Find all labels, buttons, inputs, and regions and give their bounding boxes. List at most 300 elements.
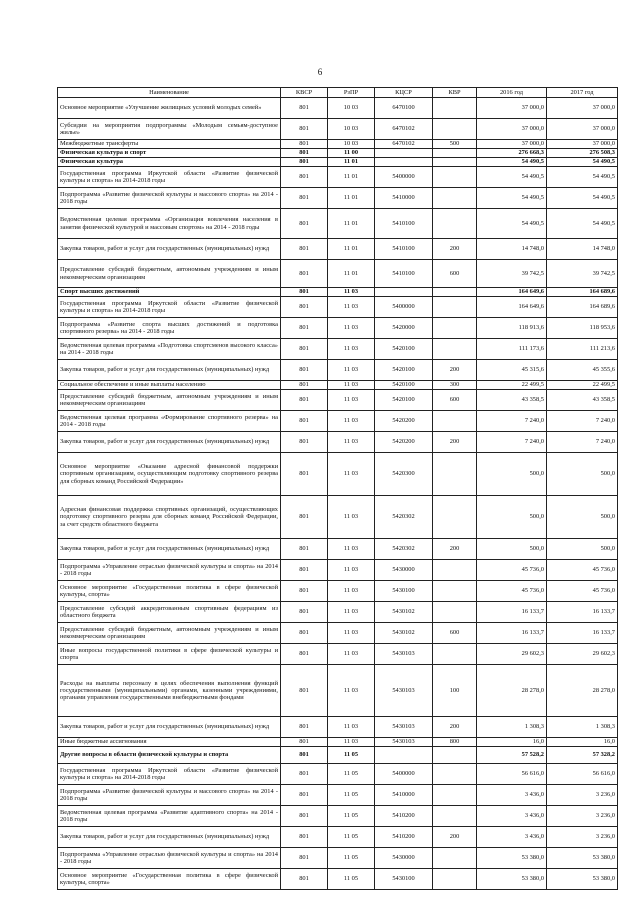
- cell-kvsr: 801: [281, 390, 328, 411]
- cell-rzpr: 11 03: [328, 644, 375, 665]
- cell-rzpr: 11 05: [328, 785, 375, 806]
- cell-2016: 53 380,0: [477, 848, 547, 869]
- table-row: [58, 149, 618, 158]
- cell-kvsr: 801: [281, 644, 328, 665]
- cell-kcsr: 6470100: [375, 98, 433, 119]
- cell-2016: 118 913,6: [477, 318, 547, 339]
- table-row: [58, 747, 618, 764]
- cell-name: Закупка товаров, работ и услуг для государственных (муниципальных) нужд: [58, 717, 281, 738]
- cell-2016: 7 240,0: [477, 411, 547, 432]
- cell-rzpr: 11 03: [328, 432, 375, 453]
- cell-rzpr: 11 03: [328, 581, 375, 602]
- cell-2016: 57 528,2: [477, 747, 547, 764]
- table-row: [58, 785, 618, 806]
- cell-2017: 500,0: [547, 453, 618, 496]
- cell-2017: 28 278,0: [547, 665, 618, 717]
- table-row: [58, 602, 618, 623]
- cell-kvsr: 801: [281, 381, 328, 390]
- cell-name: Основное мероприятие «Улучшение жилищных условий молодых семей»: [58, 98, 281, 119]
- cell-2017: 22 499,5: [547, 381, 618, 390]
- cell-kcsr: 5410100: [375, 239, 433, 260]
- cell-kcsr: [375, 158, 433, 167]
- cell-kvr: [433, 560, 477, 581]
- cell-kvr: [433, 149, 477, 158]
- cell-2016: 164 649,6: [477, 288, 547, 297]
- cell-kvr: [433, 297, 477, 318]
- table-row: [58, 360, 618, 381]
- cell-kcsr: [375, 288, 433, 297]
- cell-rzpr: 11 01: [328, 239, 375, 260]
- cell-kvr: [433, 167, 477, 188]
- cell-name: Физическая культура: [58, 158, 281, 167]
- cell-2016: 1 308,3: [477, 717, 547, 738]
- table-row: [58, 738, 618, 747]
- table-row: [58, 318, 618, 339]
- cell-kvr: 300: [433, 381, 477, 390]
- table-row: [58, 806, 618, 827]
- table-row: [58, 98, 618, 119]
- cell-kcsr: 5430103: [375, 738, 433, 747]
- cell-kcsr: 6470102: [375, 119, 433, 140]
- cell-rzpr: 11 03: [328, 339, 375, 360]
- cell-kvsr: 801: [281, 717, 328, 738]
- cell-rzpr: 11 01: [328, 260, 375, 288]
- cell-2016: 54 490,5: [477, 158, 547, 167]
- cell-kvr: 200: [433, 239, 477, 260]
- cell-kvr: 500: [433, 140, 477, 149]
- cell-2016: 500,0: [477, 539, 547, 560]
- cell-2017: 500,0: [547, 539, 618, 560]
- table-row: [58, 432, 618, 453]
- cell-name: Другие вопросы в области физической культуры и спорта: [58, 747, 281, 764]
- cell-rzpr: 11 03: [328, 623, 375, 644]
- cell-2017: 16 133,7: [547, 623, 618, 644]
- cell-2017: 53 380,0: [547, 869, 618, 890]
- table-row: [58, 339, 618, 360]
- cell-name: Ведомственная целевая программа «Подготовка спортсменов высокого класса» на 2014 - 2018 годы: [58, 339, 281, 360]
- cell-kcsr: 5420000: [375, 318, 433, 339]
- header-rzpr: РзПР: [328, 88, 375, 98]
- cell-2016: 3 436,0: [477, 785, 547, 806]
- cell-kcsr: 5410000: [375, 785, 433, 806]
- cell-2017: 54 490,5: [547, 188, 618, 209]
- cell-kvsr: 801: [281, 318, 328, 339]
- cell-name: Закупка товаров, работ и услуг для государственных (муниципальных) нужд: [58, 239, 281, 260]
- cell-name: Закупка товаров, работ и услуг для государственных (муниципальных) нужд: [58, 360, 281, 381]
- table-row: [58, 560, 618, 581]
- cell-2017: 118 953,6: [547, 318, 618, 339]
- table-row: [58, 581, 618, 602]
- cell-2017: 54 490,5: [547, 209, 618, 239]
- table-row: [58, 288, 618, 297]
- table-body: [58, 98, 618, 890]
- cell-kvr: 800: [433, 738, 477, 747]
- cell-kvsr: 801: [281, 581, 328, 602]
- cell-rzpr: 11 05: [328, 747, 375, 764]
- cell-2016: 39 742,5: [477, 260, 547, 288]
- cell-kcsr: [375, 747, 433, 764]
- cell-kcsr: 5430000: [375, 848, 433, 869]
- cell-2016: 22 499,5: [477, 381, 547, 390]
- cell-rzpr: 11 00: [328, 149, 375, 158]
- cell-kvsr: 801: [281, 360, 328, 381]
- cell-2017: 7 240,0: [547, 411, 618, 432]
- cell-kvsr: 801: [281, 785, 328, 806]
- table-row: [58, 119, 618, 140]
- cell-2017: 16,0: [547, 738, 618, 747]
- cell-2017: 164 689,6: [547, 297, 618, 318]
- cell-kvr: [433, 602, 477, 623]
- cell-2017: 45 736,0: [547, 581, 618, 602]
- cell-kvsr: 801: [281, 806, 328, 827]
- cell-rzpr: 11 03: [328, 288, 375, 297]
- table-row: [58, 827, 618, 848]
- cell-2016: 53 380,0: [477, 869, 547, 890]
- cell-2016: 45 315,6: [477, 360, 547, 381]
- cell-name: Государственная программа Иркутской области «Развитие физической культуры и спорта» на 2014-2018 годы: [58, 167, 281, 188]
- cell-rzpr: 11 01: [328, 167, 375, 188]
- cell-2017: 57 328,2: [547, 747, 618, 764]
- cell-kvsr: 801: [281, 764, 328, 785]
- cell-rzpr: 11 01: [328, 158, 375, 167]
- table-row: [58, 260, 618, 288]
- cell-kvr: [433, 764, 477, 785]
- cell-kcsr: 5420200: [375, 411, 433, 432]
- cell-name: Подпрограмма «Развитие физической культуры и массового спорта» на 2014 - 2018 годы: [58, 785, 281, 806]
- cell-kvr: [433, 644, 477, 665]
- page-number: 6: [317, 67, 323, 77]
- cell-kvsr: 801: [281, 602, 328, 623]
- cell-name: Субсидии на мероприятия подпрограммы «Молодым семьям-доступное жилье»: [58, 119, 281, 140]
- cell-kvsr: 801: [281, 158, 328, 167]
- cell-name: Расходы на выплаты персоналу в целях обеспечения выполнения функций государственными (муниципальными) органами, казенными учреждениями, органами управления государственными внебюджетными фондами: [58, 665, 281, 717]
- table-row: [58, 848, 618, 869]
- cell-rzpr: 11 03: [328, 717, 375, 738]
- cell-kvsr: 801: [281, 339, 328, 360]
- cell-2017: 45 355,6: [547, 360, 618, 381]
- cell-2016: 37 000,0: [477, 119, 547, 140]
- cell-2016: 43 358,5: [477, 390, 547, 411]
- cell-name: Закупка товаров, работ и услуг для государственных (муниципальных) нужд: [58, 432, 281, 453]
- cell-2017: 54 490,5: [547, 158, 618, 167]
- table-row: [58, 623, 618, 644]
- cell-kvr: 200: [433, 539, 477, 560]
- cell-kcsr: 5400000: [375, 764, 433, 785]
- header-kvr: КВР: [433, 88, 477, 98]
- cell-rzpr: 11 03: [328, 602, 375, 623]
- cell-name: Ведомственная целевая программа «Развитие адаптивного спорта» на 2014 - 2018 годы: [58, 806, 281, 827]
- cell-kvsr: 801: [281, 149, 328, 158]
- table-row: [58, 539, 618, 560]
- cell-name: Основное мероприятие «Государственная политика в сфере физической культуры, спорта»: [58, 869, 281, 890]
- cell-kvsr: 801: [281, 411, 328, 432]
- cell-kvsr: 801: [281, 869, 328, 890]
- cell-name: Ведомственная целевая программа «Организация вовлечения населения в занятия физической культурой и массовым спортом» на 2014 - 2018 годы: [58, 209, 281, 239]
- cell-2016: 164 649,6: [477, 297, 547, 318]
- cell-2016: 111 173,6: [477, 339, 547, 360]
- cell-kvr: [433, 747, 477, 764]
- cell-kvsr: 801: [281, 496, 328, 539]
- cell-2017: 3 236,0: [547, 827, 618, 848]
- cell-2016: 14 748,0: [477, 239, 547, 260]
- cell-kvr: [433, 453, 477, 496]
- cell-kvsr: 801: [281, 738, 328, 747]
- table-row: [58, 665, 618, 717]
- cell-kcsr: 5420300: [375, 453, 433, 496]
- cell-rzpr: 10 03: [328, 140, 375, 149]
- cell-rzpr: 11 03: [328, 738, 375, 747]
- header-2016: 2016 год: [477, 88, 547, 98]
- table-row: [58, 411, 618, 432]
- cell-kcsr: 5430103: [375, 717, 433, 738]
- cell-kvr: 200: [433, 717, 477, 738]
- cell-name: Государственная программа Иркутской области «Развитие физической культуры и спорта» на 2014-2018 годы: [58, 297, 281, 318]
- cell-rzpr: 10 03: [328, 119, 375, 140]
- cell-name: Адресная финансовая поддержка спортивных организаций, осуществляющих подготовку спортивного резерва для сборных команд Российской Федерации, за счет средств областного бюджета: [58, 496, 281, 539]
- cell-2016: 45 736,0: [477, 560, 547, 581]
- table-row: [58, 869, 618, 890]
- cell-2016: 45 736,0: [477, 581, 547, 602]
- table-row: [58, 209, 618, 239]
- cell-name: Государственная программа Иркутской области «Развитие физической культуры и спорта» на 2014-2018 годы: [58, 764, 281, 785]
- cell-name: Иные бюджетные ассигнования: [58, 738, 281, 747]
- cell-kvr: 200: [433, 827, 477, 848]
- cell-kvr: 100: [433, 665, 477, 717]
- cell-kvsr: 801: [281, 453, 328, 496]
- cell-kcsr: 5400000: [375, 167, 433, 188]
- cell-name: Предоставление субсидий бюджетным, автономным учреждениям и иным некоммерческим организациям: [58, 260, 281, 288]
- header-2017: 2017 год: [547, 88, 618, 98]
- cell-rzpr: 11 03: [328, 665, 375, 717]
- cell-2016: 276 668,3: [477, 149, 547, 158]
- table-row: [58, 390, 618, 411]
- cell-2017: 56 616,0: [547, 764, 618, 785]
- cell-2016: 500,0: [477, 453, 547, 496]
- cell-kcsr: 5430103: [375, 644, 433, 665]
- cell-kvr: [433, 119, 477, 140]
- cell-kvsr: 801: [281, 239, 328, 260]
- cell-2017: 3 236,0: [547, 806, 618, 827]
- cell-2017: 43 358,5: [547, 390, 618, 411]
- cell-kvr: 600: [433, 390, 477, 411]
- cell-2016: 16 133,7: [477, 602, 547, 623]
- cell-rzpr: 10 03: [328, 98, 375, 119]
- cell-kcsr: 5430000: [375, 560, 433, 581]
- cell-2017: 500,0: [547, 496, 618, 539]
- cell-kvr: [433, 411, 477, 432]
- cell-name: Межбюджетные трансферты: [58, 140, 281, 149]
- table-header-row: [58, 88, 618, 98]
- cell-kvr: [433, 188, 477, 209]
- table-row: [58, 140, 618, 149]
- cell-kcsr: 5430103: [375, 665, 433, 717]
- cell-name: Физическая культура и спорт: [58, 149, 281, 158]
- cell-kvr: 600: [433, 623, 477, 644]
- cell-2016: 28 278,0: [477, 665, 547, 717]
- cell-2017: 37 000,0: [547, 140, 618, 149]
- table-row: [58, 496, 618, 539]
- cell-name: Закупка товаров, работ и услуг для государственных (муниципальных) нужд: [58, 539, 281, 560]
- cell-name: Спорт высших достижений: [58, 288, 281, 297]
- cell-rzpr: 11 03: [328, 539, 375, 560]
- cell-kvr: [433, 209, 477, 239]
- cell-2016: 37 000,0: [477, 98, 547, 119]
- cell-kvsr: 801: [281, 209, 328, 239]
- cell-rzpr: 11 01: [328, 188, 375, 209]
- budget-table: [57, 87, 618, 890]
- cell-2016: 16,0: [477, 738, 547, 747]
- header-kvsr: КВСР: [281, 88, 328, 98]
- cell-2017: 14 748,0: [547, 239, 618, 260]
- cell-kcsr: 5420200: [375, 432, 433, 453]
- cell-kvr: [433, 581, 477, 602]
- cell-rzpr: 11 03: [328, 411, 375, 432]
- cell-2017: 53 380,0: [547, 848, 618, 869]
- cell-name: Предоставление субсидий бюджетным, автономным учреждениям и иным некоммерческим организациям: [58, 390, 281, 411]
- cell-rzpr: 11 03: [328, 297, 375, 318]
- cell-kcsr: 5410100: [375, 260, 433, 288]
- cell-2017: 45 736,0: [547, 560, 618, 581]
- table-row: [58, 717, 618, 738]
- cell-2017: 37 000,0: [547, 98, 618, 119]
- cell-2017: 7 240,0: [547, 432, 618, 453]
- table-row: [58, 764, 618, 785]
- cell-kvr: [433, 318, 477, 339]
- cell-kvr: [433, 158, 477, 167]
- cell-rzpr: 11 03: [328, 381, 375, 390]
- cell-kvsr: 801: [281, 848, 328, 869]
- table-row: [58, 297, 618, 318]
- cell-kvsr: 801: [281, 140, 328, 149]
- cell-name: Основное мероприятие «Оказание адресной финансовой поддержки спортивным организациям, осуществляющим подготовку спортивного резерва для сборных команд Российской Федерации»: [58, 453, 281, 496]
- cell-kcsr: 5410200: [375, 806, 433, 827]
- cell-name: Иные вопросы государственной политики в сфере физической культуры и спорта: [58, 644, 281, 665]
- cell-kcsr: 5420100: [375, 390, 433, 411]
- cell-name: Подпрограмма «Управление отраслью физической культуры и спорта» на 2014 - 2018 годы: [58, 848, 281, 869]
- cell-kvsr: 801: [281, 665, 328, 717]
- cell-name: Ведомственная целевая программа «Формирование спортивного резерва» на 2014 - 2018 годы: [58, 411, 281, 432]
- table-row: [58, 453, 618, 496]
- cell-rzpr: 11 01: [328, 209, 375, 239]
- cell-kvr: [433, 785, 477, 806]
- table-row: [58, 381, 618, 390]
- cell-2016: 56 616,0: [477, 764, 547, 785]
- cell-kcsr: 5420302: [375, 496, 433, 539]
- cell-2017: 111 213,6: [547, 339, 618, 360]
- cell-kcsr: 5420100: [375, 381, 433, 390]
- cell-2016: 37 000,0: [477, 140, 547, 149]
- cell-rzpr: 11 03: [328, 318, 375, 339]
- cell-kvr: [433, 288, 477, 297]
- cell-2017: 1 308,3: [547, 717, 618, 738]
- header-kcsr: КЦСР: [375, 88, 433, 98]
- cell-kcsr: 5410200: [375, 827, 433, 848]
- cell-2017: 16 133,7: [547, 602, 618, 623]
- cell-rzpr: 11 03: [328, 390, 375, 411]
- cell-kvsr: 801: [281, 288, 328, 297]
- cell-name: Подпрограмма «Развитие физической культуры и массового спорта» на 2014 - 2018 годы: [58, 188, 281, 209]
- cell-rzpr: 11 05: [328, 764, 375, 785]
- cell-rzpr: 11 03: [328, 560, 375, 581]
- cell-kcsr: 5410100: [375, 209, 433, 239]
- cell-kvr: 600: [433, 260, 477, 288]
- cell-kvr: [433, 806, 477, 827]
- cell-2017: 29 602,3: [547, 644, 618, 665]
- cell-kvr: 200: [433, 360, 477, 381]
- cell-kvsr: 801: [281, 260, 328, 288]
- cell-rzpr: 11 03: [328, 453, 375, 496]
- cell-kcsr: 5400000: [375, 297, 433, 318]
- cell-rzpr: 11 05: [328, 869, 375, 890]
- cell-kcsr: 5430102: [375, 602, 433, 623]
- cell-kvsr: 801: [281, 188, 328, 209]
- cell-kvsr: 801: [281, 560, 328, 581]
- cell-2017: 164 689,6: [547, 288, 618, 297]
- cell-2017: 3 236,0: [547, 785, 618, 806]
- cell-kvr: [433, 848, 477, 869]
- cell-rzpr: 11 05: [328, 848, 375, 869]
- cell-kvsr: 801: [281, 119, 328, 140]
- cell-2016: 3 436,0: [477, 806, 547, 827]
- cell-2017: 39 742,5: [547, 260, 618, 288]
- cell-2016: 7 240,0: [477, 432, 547, 453]
- cell-name: Предоставление субсидий бюджетным, автономным учреждениям и иным некоммерческим организациям: [58, 623, 281, 644]
- cell-2016: 3 436,0: [477, 827, 547, 848]
- cell-kcsr: 5430100: [375, 869, 433, 890]
- cell-name: Подпрограмма «Управление отраслью физической культуры и спорта» на 2014 - 2018 годы: [58, 560, 281, 581]
- cell-rzpr: 11 05: [328, 806, 375, 827]
- cell-kcsr: 5430100: [375, 581, 433, 602]
- cell-name: Социальное обеспечение и иные выплаты населению: [58, 381, 281, 390]
- cell-kvsr: 801: [281, 623, 328, 644]
- cell-2016: 29 602,3: [477, 644, 547, 665]
- cell-kvsr: 801: [281, 432, 328, 453]
- cell-name: Предоставление субсидий аккредитованным спортивным федерациям из областного бюджета: [58, 602, 281, 623]
- cell-kvsr: 801: [281, 98, 328, 119]
- cell-kcsr: 5410000: [375, 188, 433, 209]
- cell-kcsr: 5430102: [375, 623, 433, 644]
- cell-kcsr: 5420100: [375, 360, 433, 381]
- cell-kvsr: 801: [281, 827, 328, 848]
- cell-rzpr: 11 03: [328, 496, 375, 539]
- cell-kcsr: 6470102: [375, 140, 433, 149]
- cell-kcsr: [375, 149, 433, 158]
- table-row: [58, 644, 618, 665]
- cell-2016: 54 490,5: [477, 167, 547, 188]
- cell-kvsr: 801: [281, 539, 328, 560]
- cell-name: Основное мероприятие «Государственная политика в сфере физической культуры, спорта»: [58, 581, 281, 602]
- cell-rzpr: 11 05: [328, 827, 375, 848]
- cell-kcsr: 5420100: [375, 339, 433, 360]
- header-name: Наименование: [58, 88, 281, 98]
- table-row: [58, 158, 618, 167]
- cell-2016: 54 490,5: [477, 209, 547, 239]
- cell-kvr: [433, 496, 477, 539]
- cell-name: Закупка товаров, работ и услуг для государственных (муниципальных) нужд: [58, 827, 281, 848]
- table-row: [58, 239, 618, 260]
- cell-kvr: [433, 339, 477, 360]
- cell-name: Подпрограмма «Развитие спорта высших достижений и подготовка спортивного резерва» на 2014 - 2018 годы: [58, 318, 281, 339]
- cell-kvsr: 801: [281, 167, 328, 188]
- cell-kvr: [433, 98, 477, 119]
- cell-2016: 500,0: [477, 496, 547, 539]
- table-row: [58, 167, 618, 188]
- cell-kvr: 200: [433, 432, 477, 453]
- cell-kvr: [433, 869, 477, 890]
- cell-kvsr: 801: [281, 747, 328, 764]
- cell-2017: 54 490,5: [547, 167, 618, 188]
- cell-2016: 16 133,7: [477, 623, 547, 644]
